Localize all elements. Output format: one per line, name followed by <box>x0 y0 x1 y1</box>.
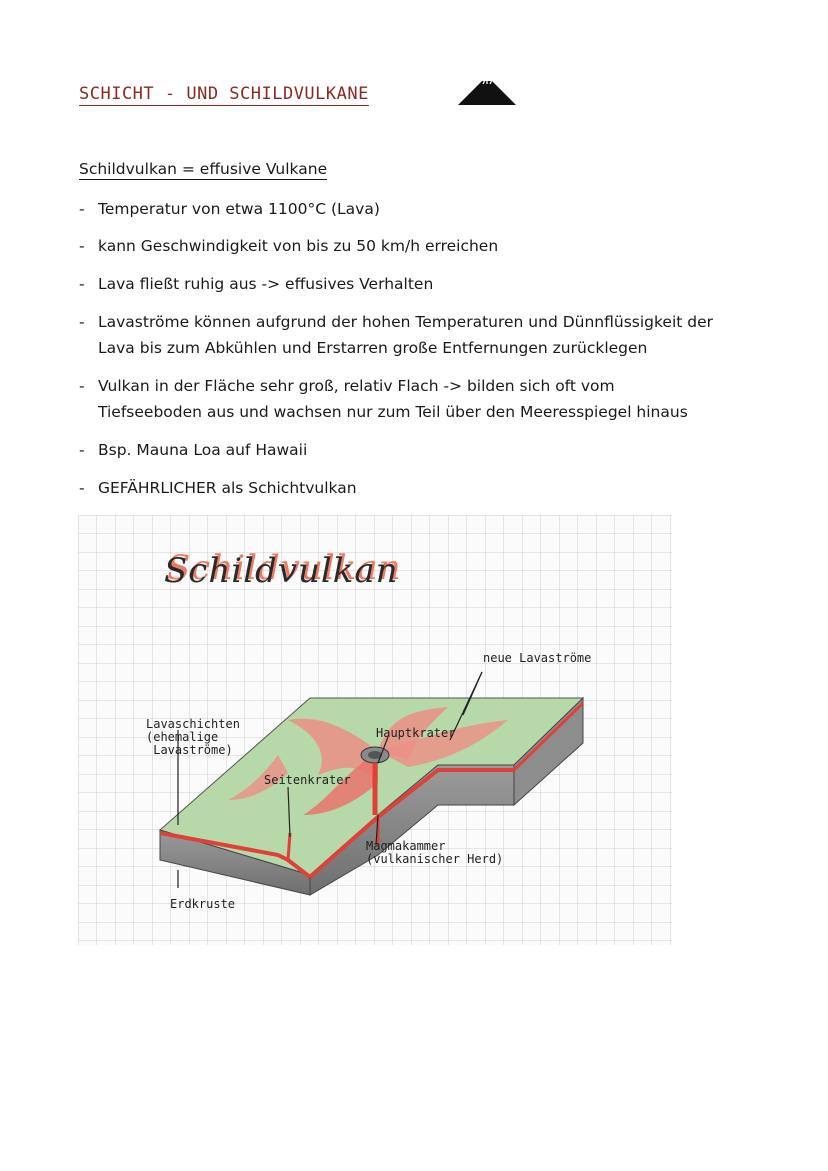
bullet-dash: - <box>79 441 85 459</box>
bullet-item <box>79 271 433 297</box>
bullet-item <box>79 437 307 463</box>
bullet-text: Vulkan in der Fläche sehr groß, relativ Flach -> bilden sich oft vom <box>98 377 615 395</box>
bullet-text: kann Geschwindigkeit von bis zu 50 km/h erreichen <box>98 237 499 255</box>
bullet-dash: - <box>79 479 85 497</box>
bullet-text: GEFÄHRLICHER als Schichtvulkan <box>98 479 357 497</box>
label-erdkruste: Erdkruste <box>170 897 236 911</box>
bullet-item <box>79 309 713 361</box>
diagram-title: Schildvulkan <box>164 551 399 591</box>
bullet-text: Lavaströme können aufgrund der hohen Temperaturen und Dünnflüssigkeit der <box>98 313 714 331</box>
bullet-dash: - <box>79 313 85 331</box>
shield-volcano-diagram <box>78 515 672 945</box>
bullet-text: Lava bis zum Abkühlen und Erstarren große Entfernungen zurücklegen <box>98 339 648 357</box>
bullet-dash: - <box>79 237 85 255</box>
bullet-text: Bsp. Mauna Loa auf Hawaii <box>98 441 308 459</box>
label-hauptkrater: Hauptkrater <box>376 726 456 740</box>
section-subtitle: Schildvulkan = effusive Vulkane <box>79 160 328 178</box>
bullet-text: Lava fließt ruhig aus -> effusives Verhalten <box>98 275 434 293</box>
label-seitenkrater: Seitenkrater <box>264 773 351 787</box>
bullet-text: Temperatur von etwa 1100°C (Lava) <box>98 200 380 218</box>
bullet-item <box>79 233 498 259</box>
bullet-item <box>79 196 380 222</box>
page-title: SCHICHT - UND SCHILDVULKANE <box>79 84 369 104</box>
bullet-dash: - <box>79 200 85 218</box>
bullet-item <box>79 475 357 501</box>
bullet-dash: - <box>79 377 85 395</box>
label-lavaschichten: Lavaschichten (ehemalige Lavaströme) <box>146 717 240 757</box>
label-neue-lavastroeme: neue Lavaströme <box>483 651 592 665</box>
volcano-icon <box>456 78 518 106</box>
bullet-dash: - <box>79 275 85 293</box>
bullet-text: Tiefseeboden aus und wachsen nur zum Teil über den Meeresspiegel hinaus <box>98 403 688 421</box>
label-magmakammer: Magmakammer (vulkanischer Herd) <box>366 839 504 866</box>
bullet-item <box>79 373 688 425</box>
